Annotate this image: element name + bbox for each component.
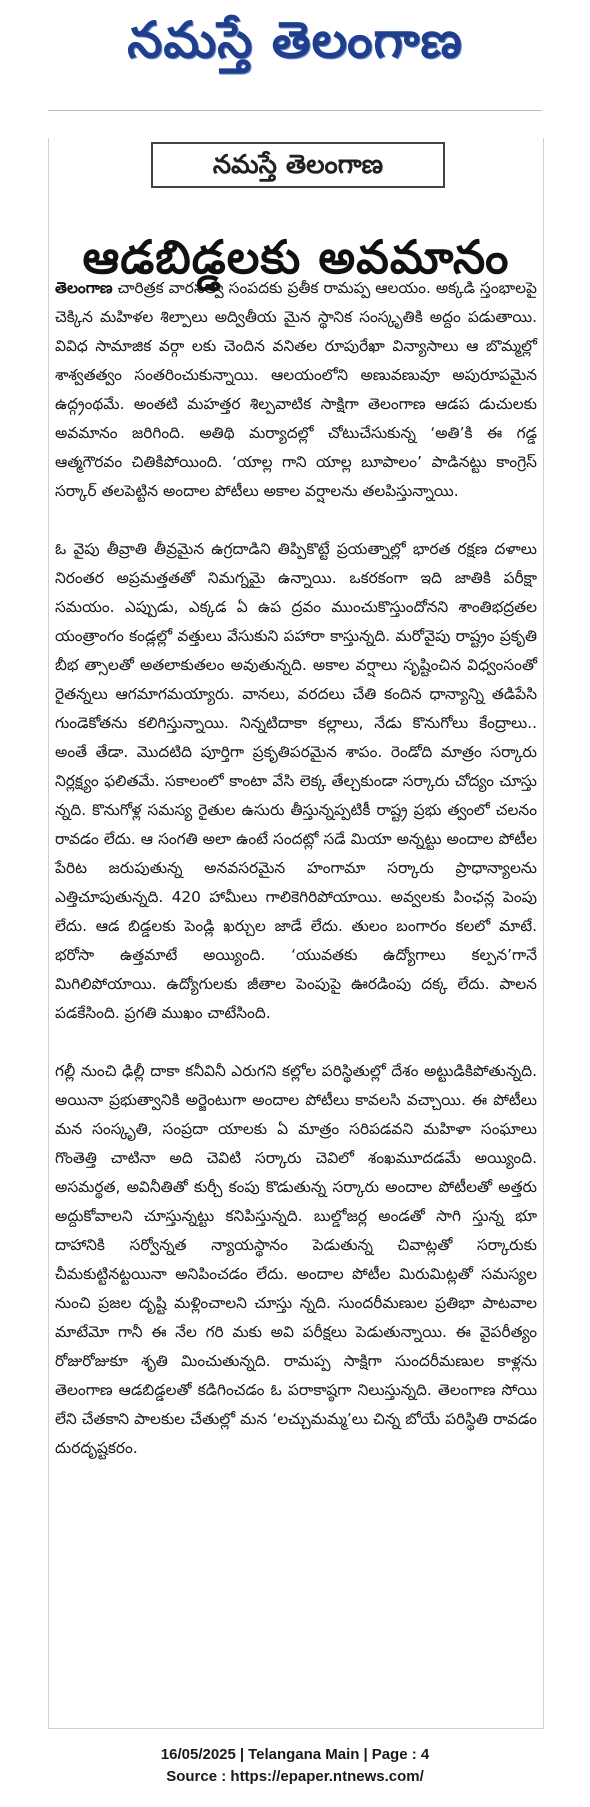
footer-separator: |	[239, 1746, 245, 1763]
footer-separator: |	[363, 1746, 368, 1763]
masthead-logo: నమస్తే తెలంగాణ	[127, 11, 463, 69]
footer-edition: Telangana Main	[248, 1746, 360, 1763]
article-paragraph: గల్లీ నుంచి ఢిల్లీ దాకా కనీవినీ ఎరుగని కల్లోల పరిస్థితుల్లో దేశం అట్టుడికిపోతున్నది. అయినా ప్రభుత్వానికి అర్జెంటుగా అందాల పోటీలు కావలసి వచ్చాయి. ఈ పోటీలు మన సంస్కృతి, సంప్రదా యాలకు ఏ మాత్రం సరిపడవని మహిళా సంఘాలు గొంతెత్తి చాటినా అది చెవిటి సర్కారు చెవిలో శంఖమూదడమే అయ్యింది. అసమర్థత, అవినీతితో కుర్చీ కంపు కొడుతున్న సర్కారు అందాల పోటీలతో అత్తరు అద్దుకోవాలని చూస్తున్నట్టు కనిపిస్తున్నది. బుల్డోజర్ల అండతో సాగి స్తున్న భూ దాహానికి సర్వోన్నత న్యాయస్థానం పెడుతున్న చివాట్లతో సర్కారుకు చీమకుట్టినట్టయినా అనిపించడం లేదు. అందాల పోటీల మిరుమిట్లతో సమస్యల నుంచి ప్రజల దృష్టి మళ్లించాలని చూస్తు న్నది. సుందరీమణుల ప్రతిభా పాటవాల మాటేమో గానీ ఈ నేల గరి మకు అవి పరీక్షలు పెడుతున్నాయి. ఈ వైపరీత్యం రోజురోజుకూ శృతి మించుతున్నది. రామప్ప సాక్షిగా సుందరీమణుల కాళ్లను తెలంగాణ ఆడబిడ్డలతో కడిగించడం ఓ పరాకాష్ఠగా నిలుస్తున్నది. తెలంగాణ సోయి లేని చేతకాని పాలకుల చేతుల్లో మన ‘లచ్చుమమ్మ’లు చిన్న బోయే పరిస్థితి రావడం దురదృష్టకరం.	[55, 1062, 537, 1457]
article-body	[55, 274, 537, 1492]
publisher-box	[151, 142, 445, 188]
page-footer	[0, 1744, 590, 1788]
footer-page: Page : 4	[371, 1746, 430, 1763]
article-paragraph: ఓ వైపు తీవ్రాతి తీవ్రమైన ఉగ్రదాడిని తిప్పికొట్టే ప్రయత్నాల్లో భారత రక్షణ దళాలు నిరంతర అప్రమత్తతతో నిమగ్నమై ఉన్నాయి. ఒకరకంగా ఇది జాతికి పరీక్షా సమయం. ఎప్పుడు, ఎక్కడ ఏ ఉప ద్రవం ముంచుకొస్తుందోనని శాంతిభద్రతల యంత్రాంగం కండ్లల్లో వత్తులు వేసుకుని పహారా కాస్తున్నది. మరోవైపు రాష్ట్రం ప్రకృతి బీభ త్సాలతో అతలాకుతలం అవుతున్నది. అకాల వర్షాలు సృష్టించిన విధ్వంసంతో రైతన్నలు ఆగమాగమయ్యారు. వానలు, వరదలు చేతి కందిన ధాన్యాన్ని తడిపేసి గుండెకోతను కలిగిస్తున్నాయి. నిన్నటిదాకా కల్లాలు, నేడు కొనుగోలు కేంద్రాలు.. అంతే తేడా. మొదటిది పూర్తిగా ప్రకృతిపరమైన శాపం. రెండోది మాత్రం సర్కారు నిర్లక్ష్యం ఫలితమే. సకాలంలో కాంటా వేసి లెక్క తేల్చకుండా సర్కారు చోద్యం చూస్తు న్నది. కొనుగోళ్ల సమస్య రైతుల ఉసురు తీస్తున్నప్పటికీ రాష్ట్ర ప్రభు త్వంలో చలనం రావడం లేదు. ఆ సంగతి అలా ఉంటే సందట్లో సడే మియా అన్నట్టు అందాల పోటీల పేరిట జరుపుతున్న అనవసరమైన హంగామా సర్కారు ప్రాధాన్యాలను ఎత్తిచూపుతున్నది. 420 హామీలు గాలికెగిరిపోయాయి. అవ్వలకు పింఛన్ల పెంపు లేదు. ఆడ బిడ్డలకు పెండ్లి ఖర్చుల జాడే లేదు. తులం బంగారం కలలో మాటే. భరోసా ఉత్తమాటే అయ్యింది. ‘యువతకు ఉద్యోగాలు కల్పన’గానే మిగిలిపోయాయి. ఉద్యోగులకు జీతాల పెంపుపై ఊరడింపు దక్క లేదు. పాలన పడకేసింది. ప్రగతి ముఖం చాటేసింది.	[55, 540, 537, 1022]
lead-word: తెలంగాణ	[55, 279, 113, 297]
footer-date: 16/05/2025	[160, 1746, 236, 1763]
article-headline: ఆడబిడ్డలకు అవమానం	[82, 229, 510, 284]
article-clipping	[48, 138, 544, 1729]
publisher-name: నమస్తే తెలంగాణ	[212, 150, 384, 180]
paragraph-text: చారిత్రక వారసత్వ సంపదకు ప్రతీక రామప్ప ఆలయం. అక్కడి స్తంభాలపై చెక్కిన మహిళల శిల్పాలు అద్వితీయ మైన స్థానిక సంస్కృతికి అద్దం పడుతాయి. వివిధ సామాజిక వర్గా లకు చెందిన వనితల రూపురేఖా విన్యాసాలు ఆ బొమ్మల్లో శాశ్వతత్వం సంతరించుకున్నాయి. ఆలయంలోని అణువణువూ అపురూపమైన ఉద్గ్రంథమే. అంతటి మహత్తర శిల్పవాటిక సాక్షిగా తెలంగాణ ఆడప డుచులకు అవమానం జరిగింది. అతిథి మర్యాదల్లో చోటుచేసుకున్న ‘అతి’కి ఈ గడ్డ ఆత్మగౌరవం చితికిపోయింది. ‘యాల్ల గాని యాల్ల బూపాలం’ పాడినట్టు కాంగ్రెస్ సర్కార్ తలపెట్టిన అందాల పోటీలు అకాల వర్షాలను తలపిస్తున్నాయి.	[55, 279, 537, 500]
article-paragraph	[55, 274, 537, 506]
masthead-divider	[48, 110, 542, 111]
footer-meta-line	[0, 1744, 590, 1766]
masthead	[0, 0, 590, 80]
footer-source: Source : https://epaper.ntnews.com/	[166, 1768, 424, 1785]
